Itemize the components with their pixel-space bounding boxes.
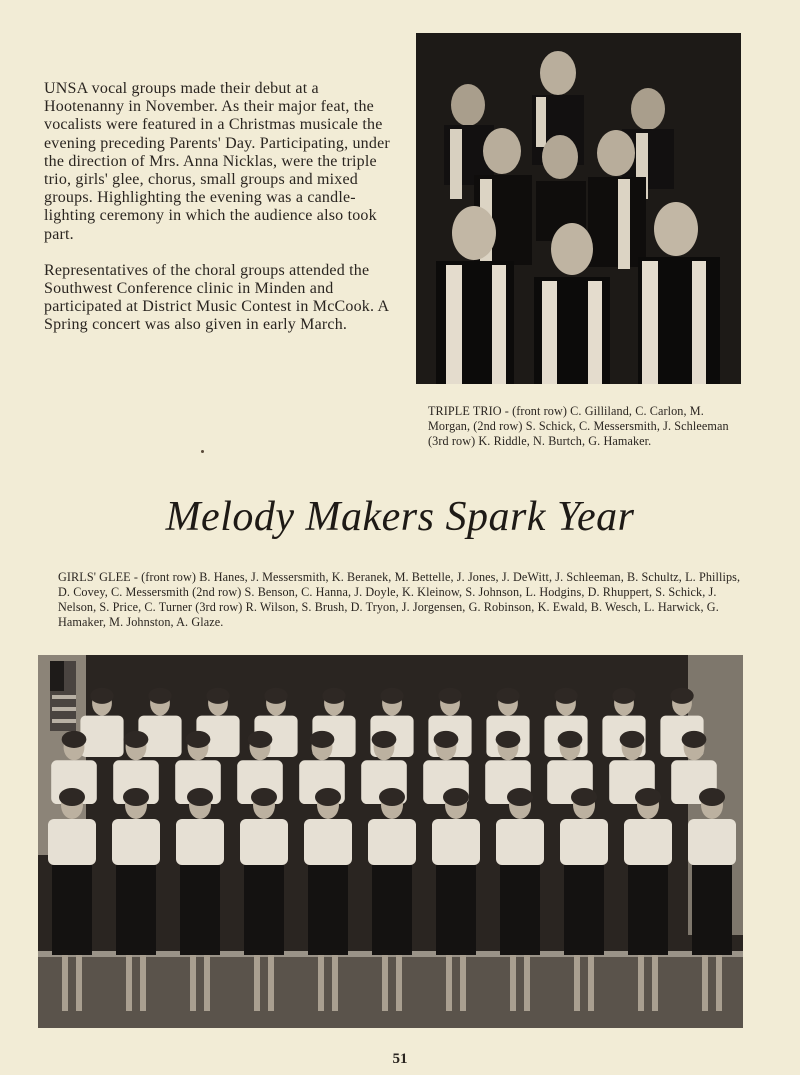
triple-trio-caption: TRIPLE TRIO - (front row) C. Gilliland, C. Carlon, M. Morgan, (2nd row) S. Schick, C. Messersmith, J. Schleeman (3rd row) K. Riddle, N. Burtch, G. Hamaker. [428, 404, 729, 448]
article-text [44, 80, 394, 353]
ink-speck [201, 450, 204, 453]
page-number: 51 [392, 1051, 408, 1067]
girls-glee-caption: GIRLS' GLEE - (front row) B. Hanes, J. Messersmith, K. Beranek, M. Bettelle, J. Jones, J. DeWitt, J. Schleeman, B. Schultz, L. Phillips, D. Covey, C. Messersmith (2nd row) S. Benson, C. Hanna, J. Doyle, K. Kleinow, S. Johnson, L. Hodgins, D. Rhuppert, S. Schick, J. Nelson, S. Price, C. Turner (3rd row) R. Wilson, S. Brush, D. Tryon, J. Jorgensen, G. Robinson, K. Ewald, B. Wesch, L. Harwick, G. Hamaker, M. Johnston, A. Glaze. [58, 570, 741, 629]
article-paragraph-2: Representatives of the choral groups attended the Southwest Conference clinic in Minden and participated at District Music Contest in McCook. A Spring concert was also given in early March. [44, 261, 389, 334]
flag-icon [50, 661, 76, 731]
girls-glee-photo [38, 655, 743, 1028]
headline: Melody Makers Spark Year [165, 494, 635, 540]
triple-trio-photo [416, 33, 741, 384]
article-paragraph-1: UNSA vocal groups made their debut at a Hootenanny in November. As their major feat, the vocalists were featured in a Christmas musicale the evening preceding Parents' Day. Participating, under the direction of Mrs. Anna Nicklas, were the triple trio, girls' glee, chorus, small groups and mixed groups. Highlighting the evening was a candle-lighting ceremony in which the audience also took part. [44, 80, 390, 243]
